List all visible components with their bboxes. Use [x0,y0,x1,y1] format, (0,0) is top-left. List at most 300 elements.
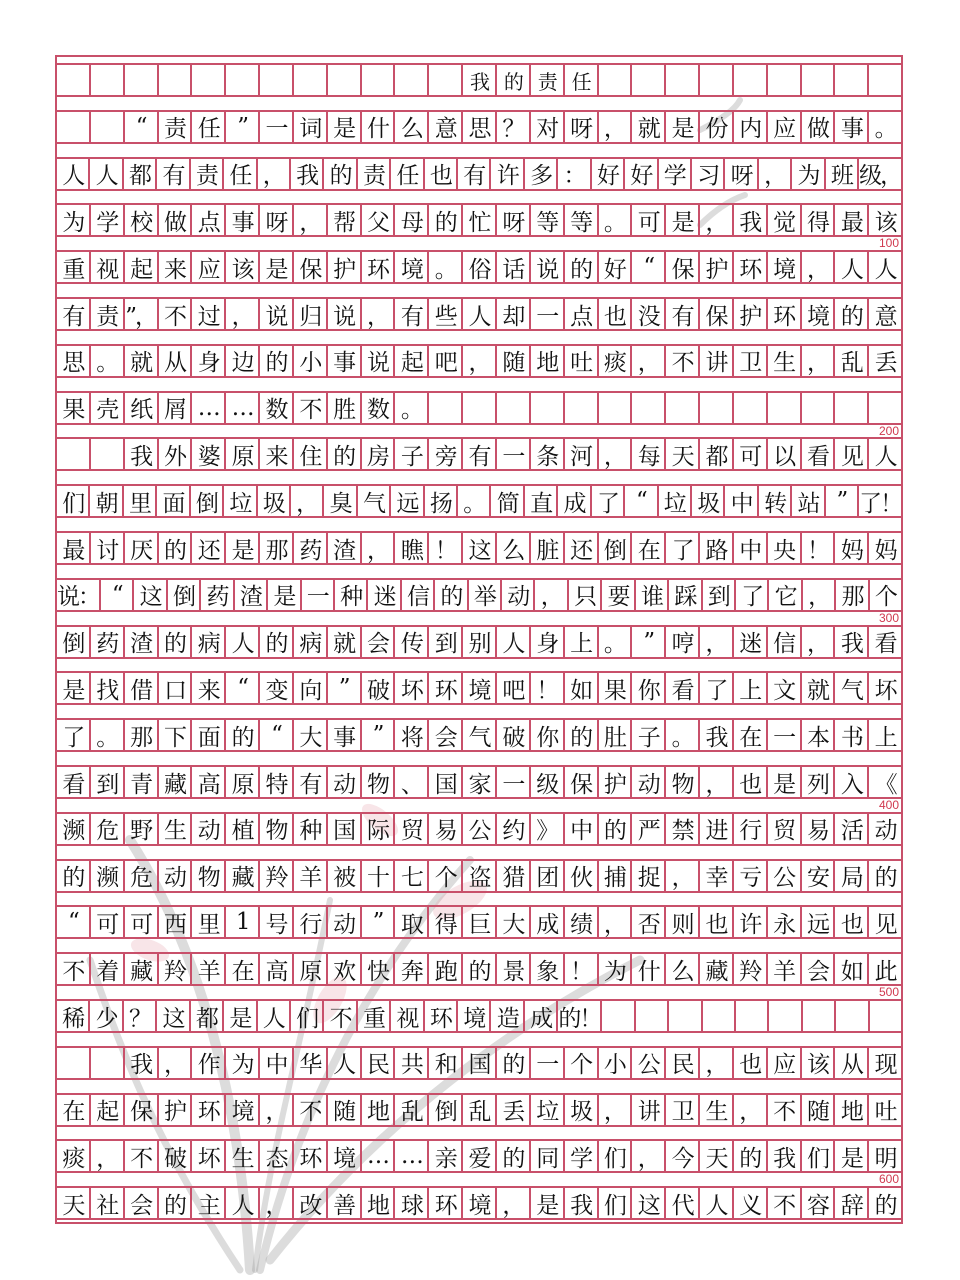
grid-cell: 的 [224,720,258,750]
grid-cell: 这 [132,580,165,610]
grid-cell: 份 [698,112,732,142]
grid-cell: 十 [360,861,394,891]
grid-cell [833,393,867,423]
grid-cell: 濒 [62,818,84,845]
grid-cell: 是 [326,112,360,142]
grid-cell: 传 [393,627,427,657]
grid-cell: 过 [190,299,224,329]
grid-cell: 人 [867,439,901,469]
word-count-marker: 100 [878,236,899,251]
grid-cell: 习 [690,159,723,189]
grid-cell: 局 [833,861,867,891]
grid-cell: 视 [89,252,123,282]
grid-cell [224,65,258,95]
grid-cell: 野 [123,814,157,844]
grid-cell: 远 [389,486,422,516]
grid-cell: 的 [157,533,191,563]
grid-cell: 思 [62,350,84,377]
grid-cell: 环 [427,673,461,703]
grid-cell: 上 [867,720,901,750]
grid-cell: 了 [62,724,84,751]
grid-cell [664,393,698,423]
grid-cell: 。 [597,627,631,657]
grid-cell: 共 [393,1048,427,1078]
grid-cell: 国 [461,1048,495,1078]
grid-cell [258,65,292,95]
grid-cell: 。 [597,205,631,235]
grid-cell: 的 [495,1048,529,1078]
grid-cell: 都 [189,1001,222,1031]
grid-cell: 行 [732,814,766,844]
grid-cell: ， [360,533,394,563]
grid-cell: 随 [326,1095,360,1125]
grid-cell: 好 [590,159,623,189]
grid-cell: 不 [292,393,326,423]
grid-cell: 一 [766,720,800,750]
grid-cell: 否 [630,907,664,937]
grid-cell: 破 [495,720,529,750]
grid-cell [597,393,631,423]
grid-cell: 地 [529,346,563,376]
grid-cell: … [360,1141,394,1171]
grid-cell: ” [360,907,394,937]
grid-cell: 房 [360,439,394,469]
grid-cell: 乱 [461,1095,495,1125]
grid-cell: 应 [190,252,224,282]
grid-cell [766,65,800,95]
grid-cell: 见 [867,907,901,937]
grid-cell: 也 [833,907,867,937]
grid-cell: 环 [360,252,394,282]
grid-cell: 种 [333,580,366,610]
grid-cell: “ [68,909,78,936]
grid-cell: 少 [88,1001,121,1031]
grid-cell: 保 [698,299,732,329]
grid-cell: 说 [326,299,360,329]
grid-cell: 那 [258,533,292,563]
grid-cell: 转 [757,486,790,516]
grid-cell: 踩 [667,580,700,610]
grid-cell: 你 [630,673,664,703]
grid-cell: 垃 [222,486,255,516]
grid-cell: 了 [698,673,732,703]
grid-cell [427,65,461,95]
grid-cell: 有 [461,439,495,469]
grid-cell: 里 [190,907,224,937]
grid-cell: 欢 [326,954,360,984]
grid-cell: 羚 [732,954,766,984]
grid-cell: … [393,1141,427,1171]
grid-cell: 面 [155,486,188,516]
grid-cell [393,65,427,95]
grid-cell: 动 [326,907,360,937]
grid-cell: 可 [89,907,123,937]
grid-cell: ： [556,159,589,189]
grid-cell: 责 [189,159,222,189]
text-line [57,344,901,378]
grid-cell: 人 [224,1188,258,1218]
grid-cell: 气 [356,486,389,516]
grid-cell: 》 [529,814,563,844]
grid-cell: 动 [190,814,224,844]
grid-cell: 坏 [393,673,427,703]
grid-cell: 危 [123,861,157,891]
grid-cell: 列 [800,767,834,797]
grid-cell: 此 [867,954,901,984]
grid-cell [630,65,664,95]
grid-cell: 得 [427,907,461,937]
grid-cell: 是 [529,1188,563,1218]
grid-cell: 中 [732,533,766,563]
grid-cell: 那 [834,580,867,610]
grid-cell: ， [224,299,258,329]
grid-cell [495,393,529,423]
grid-cell: 圾 [690,486,723,516]
grid-cell: 别 [461,627,495,657]
text-line [57,1093,901,1127]
grid-cell: 活 [833,814,867,844]
grid-cell: 学 [657,159,690,189]
grid-cell: 好 [597,252,631,282]
grid-cell: 亏 [732,861,766,891]
grid-cell: 被 [326,861,360,891]
grid-cell: … [224,393,258,423]
grid-cell: 。 [89,720,123,750]
grid-cell: 做 [800,112,834,142]
text-line [57,952,901,986]
grid-cell: 为 [62,209,84,236]
text-line [57,297,901,331]
grid-cell: 应 [766,1048,800,1078]
grid-cell: 卫 [732,346,766,376]
grid-cell: 应 [766,112,800,142]
grid-cell: 有 [664,299,698,329]
grid-cell [597,65,631,95]
grid-cell: 迷 [732,627,766,657]
grid-cell: 种 [292,814,326,844]
grid-cell: 向 [292,673,326,703]
grid-cell: 气 [461,720,495,750]
grid-cell: 就 [630,112,664,142]
grid-cell: 都 [122,159,155,189]
grid-cell: 的 [258,346,292,376]
grid-cell: ” [224,112,258,142]
grid-cell: 渣 [233,580,266,610]
grid-cell: 人 [88,159,121,189]
grid-cell: 跑 [427,954,461,984]
grid-cell: 生 [766,346,800,376]
grid-cell: 药 [199,580,232,610]
grid-cell: 意 [427,112,461,142]
grid-cell: 的 [867,861,901,891]
grid-cell [634,1001,667,1031]
grid-cell: 该 [224,252,258,282]
grid-cell: 人 [62,163,84,190]
grid-cell [292,65,326,95]
grid-cell: “ [224,673,258,703]
grid-cell: 做 [157,205,191,235]
grid-cell: 这 [155,1001,188,1031]
grid-cell: ， [801,580,834,610]
grid-cell: 来 [190,673,224,703]
grid-cell: 严 [630,814,664,844]
grid-cell: 圾 [256,486,289,516]
grid-cell: 吧 [427,346,461,376]
grid-cell: 瞧 [393,533,427,563]
grid-cell: 到 [427,627,461,657]
grid-cell: 会 [427,720,461,750]
grid-cell: 生 [157,814,191,844]
text-line [57,905,901,939]
grid-cell: 的 [157,1188,191,1218]
grid-cell: ， [495,1188,529,1218]
grid-cell: 的 [322,159,355,189]
grid-cell: 禁 [664,814,698,844]
grid-cell: 。 [456,486,489,516]
grid-cell: 是 [258,252,292,282]
grid-cell: 小 [292,346,326,376]
grid-cell: 从 [157,346,191,376]
grid-cell: 人 [495,627,529,657]
grid-cell: 说 [529,252,563,282]
grid-cell: 一 [529,1048,563,1078]
grid-cell: 们 [597,1141,631,1171]
grid-cell: 可 [630,205,664,235]
grid-cell: 将 [393,720,427,750]
grid-cell: 我 [563,1188,597,1218]
grid-cell: ， [258,1188,292,1218]
grid-cell: 得 [800,205,834,235]
grid-cell: 态 [258,1141,292,1171]
grid-cell: 什 [360,112,394,142]
grid-cell: 这 [461,533,495,563]
grid-cell: 取 [393,907,427,937]
grid-cell [123,65,157,95]
grid-cell: 号 [258,907,292,937]
grid-cell: 一 [300,580,333,610]
grid-cell: 有 [155,159,188,189]
grid-cell: 事 [833,112,867,142]
grid-cell: 物 [360,767,394,797]
grid-cell: ？ [122,1001,155,1031]
grid-cell: 是 [224,533,258,563]
grid-cell [732,393,766,423]
word-count-marker: 600 [878,1172,899,1187]
grid-cell: 思 [461,112,495,142]
grid-cell: 级 [529,767,563,797]
grid-cell: 容 [800,1188,834,1218]
title-char: 责 [529,65,563,95]
grid-cell: 快 [360,954,394,984]
grid-cell: 随 [800,1095,834,1125]
grid-cell: 到 [89,767,123,797]
grid-cell: 我 [698,720,732,750]
grid-cell: 们 [62,490,84,517]
grid-cell: 会 [360,627,394,657]
grid-cell: 看 [664,673,698,703]
grid-cell: 卫 [664,1095,698,1125]
grid-cell: 为 [790,159,823,189]
grid-cell: 一 [495,767,529,797]
grid-cell: 丢 [867,346,901,376]
grid-cell: 坏 [867,673,901,703]
grid-cell [767,1001,800,1031]
grid-cell: ， [757,159,790,189]
grid-cell: 朝 [88,486,121,516]
grid-cell: 。 [427,252,461,282]
grid-cell: 责 [356,159,389,189]
grid-cell: 会 [800,954,834,984]
grid-cell: 最 [833,205,867,235]
grid-cell: 子 [393,439,427,469]
grid-cell: 的 [867,1188,901,1218]
grid-cell: ， [258,1095,292,1125]
grid-cell: 的 [495,1141,529,1171]
grid-cell: 坏 [190,1141,224,1171]
grid-cell: 中 [563,814,597,844]
grid-cell: ” [360,720,394,750]
grid-cell: 垃 [657,486,690,516]
grid-cell: 不 [322,1001,355,1031]
grid-cell: 讲 [698,346,732,376]
grid-cell: 义 [732,1188,766,1218]
grid-cell: 华 [292,1048,326,1078]
grid-cell: 果 [62,397,84,424]
grid-cell: 藏 [123,954,157,984]
grid-cell: 我 [766,1141,800,1171]
grid-cell: ！ [563,954,597,984]
grid-cell: ， [698,205,732,235]
grid-cell [57,112,89,142]
grid-cell: 也 [698,907,732,937]
grid-cell: 境 [456,1001,489,1031]
grid-cell [868,1001,901,1031]
text-line [57,718,901,752]
grid-cell: 的 [597,814,631,844]
grid-cell: 人 [698,1188,732,1218]
grid-cell: 父 [360,205,394,235]
grid-cell: 公 [766,861,800,891]
grid-cell: 上 [563,627,597,657]
grid-cell: ， [664,861,698,891]
title-char: 我 [461,65,495,95]
grid-cell: 行 [292,907,326,937]
grid-cell: 们 [289,1001,322,1031]
text-line [57,1139,901,1173]
grid-cell: 丢 [495,1095,529,1125]
grid-cell: 还 [563,533,597,563]
grid-cell: ？ [495,112,529,142]
grid-cell [57,439,89,469]
grid-cell: 纸 [123,393,157,423]
grid-cell [867,393,901,423]
grid-cell [701,1001,734,1031]
grid-cell [664,65,698,95]
grid-cell: 们 [800,1141,834,1171]
grid-cell: 妈 [833,533,867,563]
grid-cell: 原 [292,954,326,984]
grid-cell: 进 [698,814,732,844]
grid-cell [529,393,563,423]
grid-cell: 书 [833,720,867,750]
grid-cell: 。 [867,112,901,142]
grid-cell: 是 [766,767,800,797]
grid-cell: 学 [89,205,123,235]
grid-cell: 什 [630,954,664,984]
grid-cell: 对 [529,112,563,142]
grid-cell: 外 [157,439,191,469]
grid-cell: 动 [157,861,191,891]
grid-cell: 说： [57,584,99,611]
grid-cell: 人 [224,627,258,657]
grid-cell: 倒 [427,1095,461,1125]
grid-cell: 旁 [427,439,461,469]
grid-cell: 羚 [157,954,191,984]
grid-cell: 许 [489,159,522,189]
grid-cell: 病 [190,627,224,657]
grid-cell: 呀 [723,159,756,189]
grid-cell: 物 [664,767,698,797]
grid-cell: 不 [62,958,84,985]
grid-cell: 药 [89,627,123,657]
grid-cell: 该 [800,1048,834,1078]
grid-cell: 责 [89,299,123,329]
grid-cell: 忙 [461,205,495,235]
grid-cell: 重 [62,256,84,283]
grid-cell [800,65,834,95]
grid-cell: 公 [630,1048,664,1078]
grid-cell: 俗 [461,252,495,282]
grid-cell [833,65,867,95]
grid-cell: 上 [732,673,766,703]
grid-cell: 数 [258,393,292,423]
grid-cell: “ [123,112,157,142]
grid-cell: 一 [529,299,563,329]
grid-cell: 扬 [423,486,456,516]
grid-cell: 班 [824,159,857,189]
grid-cell: 任 [222,159,255,189]
grid-cell: 物 [258,814,292,844]
grid-cell: 的 [563,252,597,282]
composition-grid-sheet [55,55,903,1224]
grid-cell: 破 [360,673,394,703]
grid-cell: 藏 [224,861,258,891]
grid-cell: 国 [427,767,461,797]
grid-cell: 奔 [393,954,427,984]
grid-cell: 的 [833,299,867,329]
grid-cell: 谁 [634,580,667,610]
grid-cell: 都 [698,439,732,469]
grid-cell: 也 [597,299,631,329]
grid-cell: ， [597,439,631,469]
grid-cell: 屑 [157,393,191,423]
grid-cell: 你 [529,720,563,750]
grid-cell: 羊 [292,861,326,891]
text-line [57,1046,901,1080]
grid-cell: 等 [529,205,563,235]
text-line [57,765,901,799]
grid-cell: 绩 [563,907,597,937]
grid-cell: ， [698,1048,732,1078]
grid-cell: ， [597,1095,631,1125]
grid-cell: 我 [833,627,867,657]
grid-cell: 简 [489,486,522,516]
grid-cell: 个 [427,861,461,891]
grid-cell: 好 [623,159,656,189]
grid-cell: 造 [489,1001,522,1031]
grid-cell: ！ [800,533,834,563]
title-row [57,63,901,97]
